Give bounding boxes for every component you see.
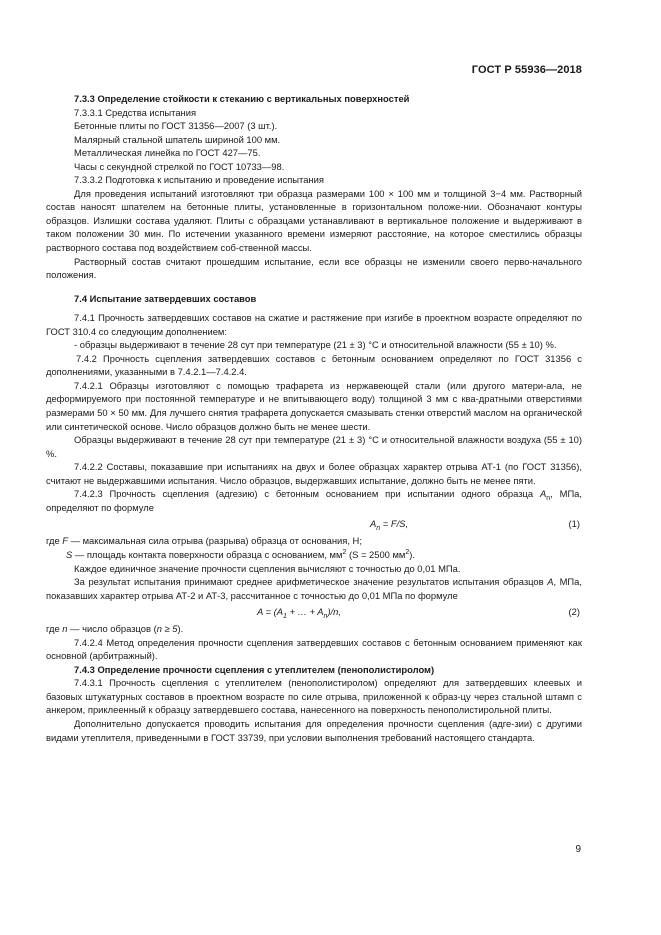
- clause-7-4-3-1: 7.4.3.1 Прочность сцепления с утеплителем (пенополистиролом) определяют для затвердевших клеевых и базовых штукатурных составов в проектном возрасте по силе отрыва, приложенной к образ-цу через стальной штамп с анкером, приклеенный к образцу затвердевшего состава, нанесенного на поверхность пенополистирольной плиты.: [46, 677, 582, 716]
- clause-7-4-2-2: 7.4.2.2 Составы, показавшие при испытаниях на двух и более образцах характер отрыва АТ-1 (по ГОСТ 31356), считают не выдержавшими испытания. Число образцов, выдержавших испытание, должно быть не менее пяти.: [46, 461, 582, 486]
- page-number: 9: [575, 844, 581, 855]
- formula-2: $A = (A_1$ + … + $A_n)/n$, (2): [257, 606, 580, 621]
- clause-7-3-3-1: 7.3.3.1 Средства испытания: [74, 106, 197, 118]
- definition-n: где n — число образцов (n ≥ 5).: [46, 623, 184, 635]
- equipment-item: Металлическая линейка по ГОСТ 427—75.: [74, 147, 261, 159]
- equipment-item: Малярный стальной шпатель шириной 100 мм.: [74, 133, 281, 145]
- formula-number: (2): [568, 606, 580, 618]
- paragraph-conditioning: Образцы выдерживают в течение 28 сут при температуре (21 ± 3) °С и относительной влажности воздуха (55 ± 10) %.: [46, 434, 582, 459]
- standard-header: ГОСТ Р 55936—2018: [471, 64, 582, 76]
- clause-7-4-2-1: 7.4.2.1 Образцы изготовляют с помощью трафарета из нержавеющей стали (или другого матери-ала, не деформируемого при постоянной температуре и не впитывающего воду) толщиной 3 мм с ква-дратными отверстиями размерами 50 × 50 мм. Для лучшего снятия трафарета допускается смазывать стенки отверстий маслом на органической или синтетической основе. Число образцов должно быть не менее шести.: [46, 379, 582, 432]
- clause-7-4-2-3: 7.4.2.3 Прочность сцепления (адгезию) с бетонным основанием при испытании одного образца $A_n$, МПа, определяют по формуле: [46, 488, 583, 513]
- section-7-4-title: 7.4 Испытание затвердевших составов: [74, 292, 257, 304]
- clause-7-4-2: 7.4.2 Прочность сцепления затвердевших составов с бетонным основанием определяют по ГОСТ 31356 с дополнениями, указанными в 7.4.2.1—7.4.2.4.: [46, 352, 582, 378]
- section-7-4-3-title: 7.4.3 Определение прочности сцепления с утеплителем (пенополистиролом): [74, 663, 435, 675]
- equipment-item: Бетонные плиты по ГОСТ 31356—2007 (3 шт.).: [74, 120, 278, 132]
- formula-1: $A_n = F/S$, (1): [370, 518, 580, 533]
- clause-7-4-1: 7.4.1 Прочность затвердевших составов на сжатие и растяжение при изгибе в проектном возрасте определяют по ГОСТ 310.4 со следующим дополнением:: [46, 312, 582, 337]
- clause-7-3-3-2: 7.3.3.2 Подготовка к испытанию и проведение испытания: [74, 174, 324, 186]
- paragraph-result: За результат испытания принимают среднее арифметическое значение результатов испытания образцов А, МПа, показавших характер отрыва АТ-2 и АТ-3, рассчитанное с точностью до 0,01 МПа по формуле: [46, 576, 582, 601]
- clause-7-4-2-4: 7.4.2.4 Метод определения прочности сцепления затвердевших составов с бетонным основанием применяют как основной (арбитражный).: [46, 636, 582, 662]
- formula-number: (1): [568, 518, 580, 530]
- definition-S: S — площадь контакта поверхности образца с основанием, $мм^2$ (S = 2500 $мм^2$).: [66, 548, 416, 560]
- section-7-3-3-title: 7.3.3 Определение стойкости к стеканию с вертикальных поверхностей: [74, 93, 410, 104]
- equipment-item: Часы с секундной стрелкой по ГОСТ 10733—98.: [74, 160, 285, 172]
- paragraph-pass-criterion: Растворный состав считают прошедшим испытание, если все образцы не изменили своего перво-начального положения.: [46, 255, 582, 281]
- paragraph-preparation: Для проведения испытаний изготовляют три образца размерами 100 × 100 мм и толщиной 3−4 мм. Растворный состав наносят шпателем на бетонные плиты, установленные в горизонтальном положе-нии. Обозначают контуры образцов. Излишки состава удаляют. Плиты с образцами устанавливают в вертикальное положение и выдерживают в таком положении 30 мин. По истечении указанного времени измеряют расстояние, на которое сместились образцы растворного состава под воздействием соб-ственной массы.: [46, 187, 582, 254]
- definition-F: где F — максимальная сила отрыва (разрыва) образца от основания, Н;: [46, 535, 362, 547]
- paragraph-additional: Дополнительно допускается проводить испытания для определения прочности сцепления (адге-зии) с другими видами утеплителя, приведенными в ГОСТ 33739, при условии выполнения требований настоящего стандарта.: [46, 717, 582, 743]
- document-body: [46, 92, 582, 744]
- paragraph-precision: Каждое единичное значение прочности сцепления вычисляют с точностью до 0,01 МПа.: [74, 562, 461, 574]
- list-item: - образцы выдерживают в течение 28 сут при температуре (21 ± 3) °С и относительной влажности (55 ± 10) %.: [74, 339, 557, 351]
